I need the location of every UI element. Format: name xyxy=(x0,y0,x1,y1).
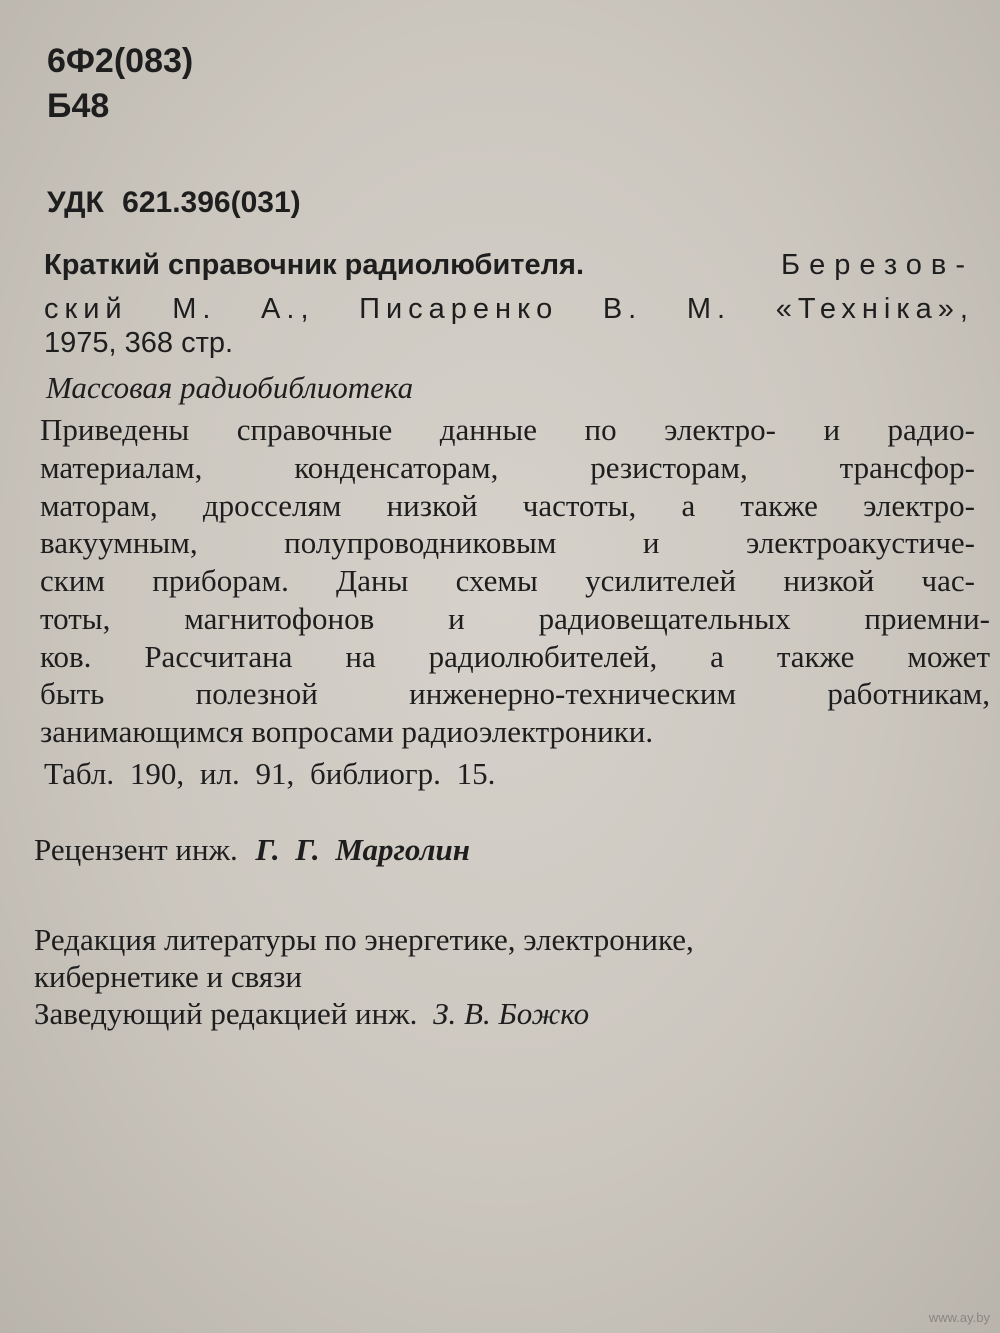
annotation-line: маторам, дросселям низкой частоты, а также электро- xyxy=(40,488,975,523)
bibliographic-line-1 xyxy=(44,251,974,280)
bibliographic-line-2: ский М. А., Писаренко В. М. «Техніка», xyxy=(44,293,974,325)
tables-illustrations-count: Табл. 190, ил. 91, библиогр. 15. xyxy=(44,756,496,791)
author-surname-part: Березов- xyxy=(781,249,974,281)
annotation-line: материалам, конденсаторам, резисторам, трансфор- xyxy=(40,450,975,485)
book-title: Краткий справочник радиолюбителя. xyxy=(44,249,584,281)
reviewer-label: Рецензент инж. xyxy=(34,832,238,867)
editor-label: Заведующий редакцией инж. xyxy=(34,996,418,1031)
watermark: www.ay.by xyxy=(928,1310,990,1325)
editor-in-chief xyxy=(34,998,589,1029)
udk-code: УДК 621.396(031) xyxy=(47,186,301,219)
author-mark: Б48 xyxy=(47,87,110,125)
annotation-last-text: занимающимся вопросами радиоэлектроники. xyxy=(40,714,654,749)
editorial-office-line-2: кибернетике и связи xyxy=(34,959,302,994)
reviewer xyxy=(34,834,470,865)
reviewer-name: Г. Г. Марголин xyxy=(255,832,470,867)
annotation-line: быть полезной инженерно-техническим работникам, xyxy=(40,676,990,711)
annotation-line-last xyxy=(40,716,890,747)
classification-code: 6Ф2(083) xyxy=(47,42,194,80)
annotation-line: Приведены справочные данные по электро- и радио- xyxy=(40,412,975,447)
annotation-line: вакуумным, полупроводниковым и электроакустиче- xyxy=(40,525,975,560)
annotation-line: ков. Рассчитана на радиолюбителей, а также может xyxy=(40,639,990,674)
editorial-office-line-1: Редакция литературы по энергетике, электронике, xyxy=(34,922,694,957)
annotation-line: ским приборам. Даны схемы усилителей низкой час- xyxy=(40,563,975,598)
annotation-line: тоты, магнитофонов и радиовещательных приемни- xyxy=(40,601,990,636)
series-name: Массовая радиобиблиотека xyxy=(46,370,414,405)
bibliographic-line-3: 1975, 368 стр. xyxy=(44,327,234,359)
editor-name: З. В. Божко xyxy=(433,996,590,1031)
